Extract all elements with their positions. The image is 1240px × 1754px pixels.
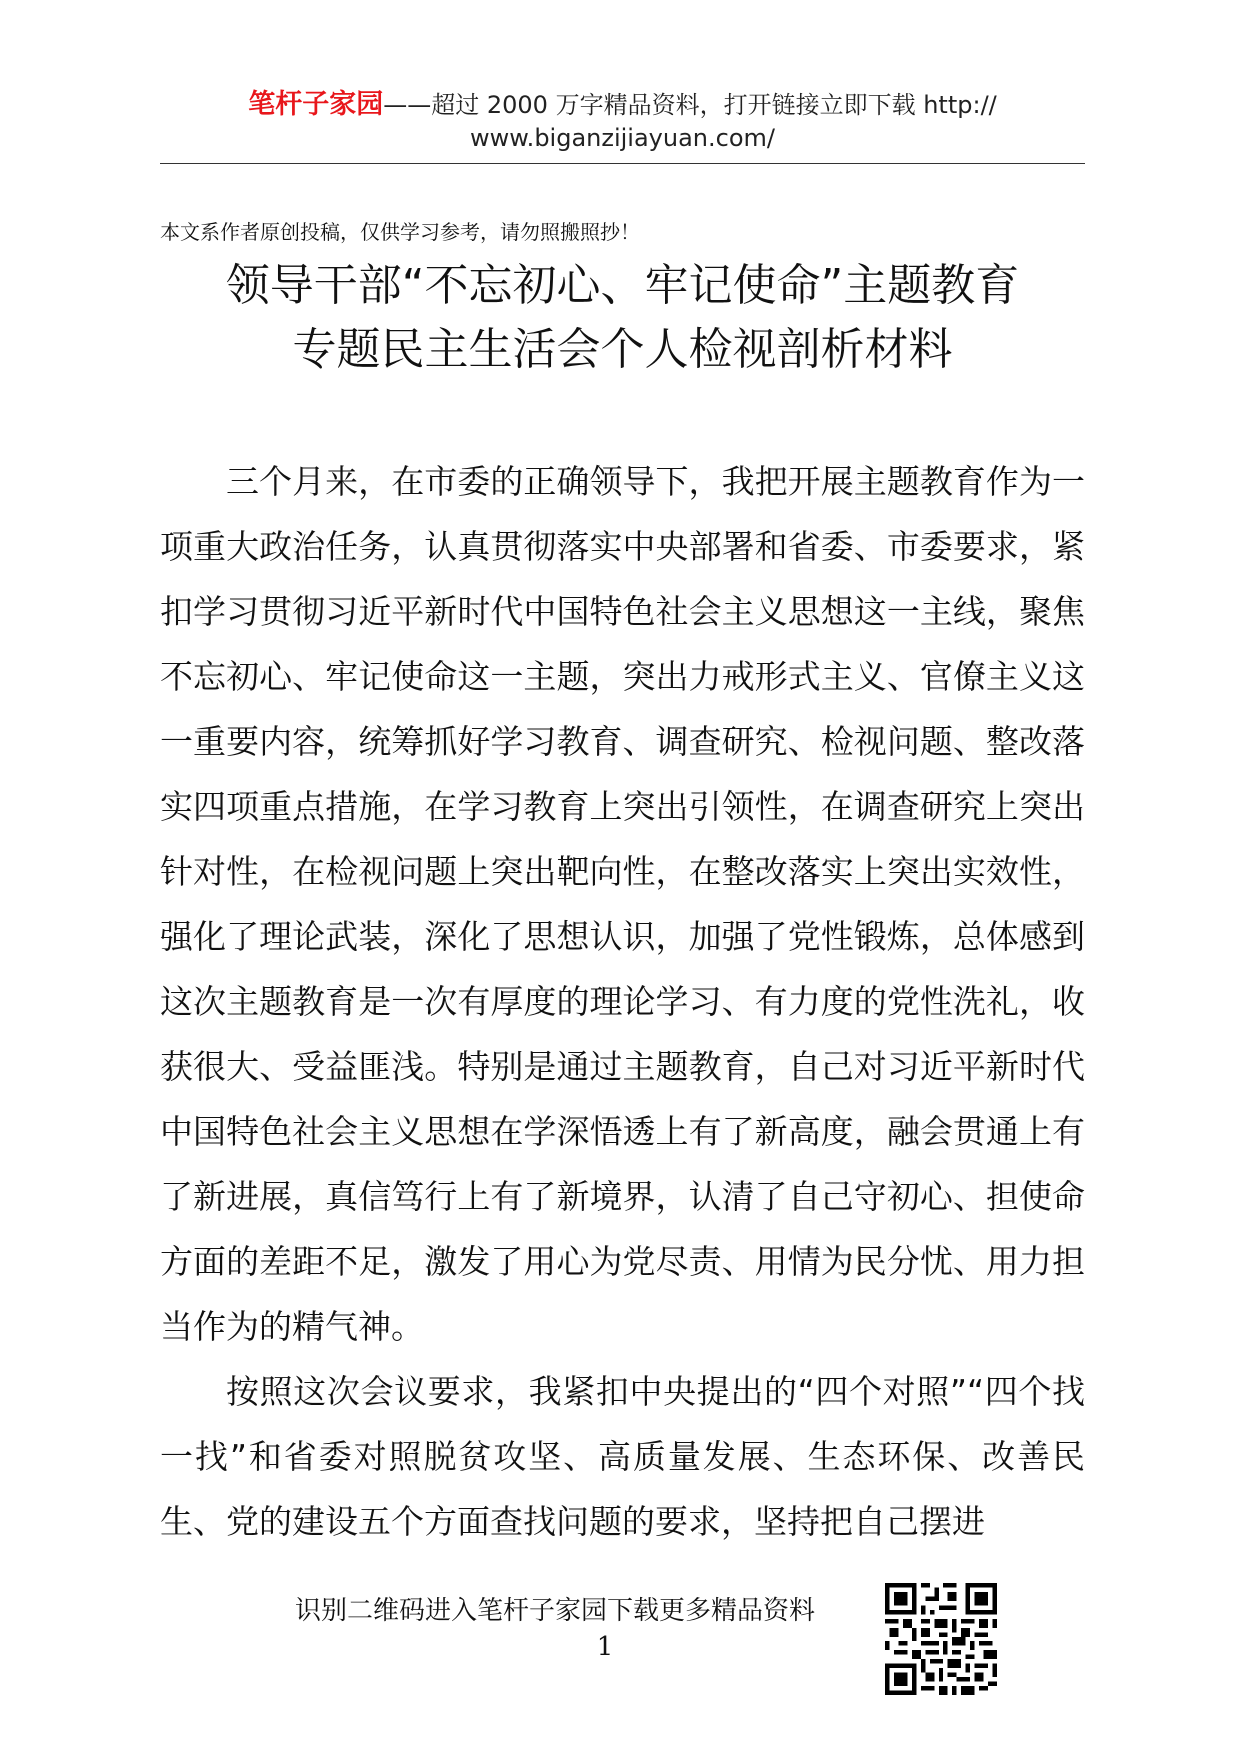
brand-name: 笔杆子家园 (248, 89, 384, 120)
footer-caption: 识别二维码进入笔杆子家园下载更多精品资料 (294, 1596, 815, 1626)
header-line-1 (160, 88, 1085, 122)
header-divider (160, 163, 1085, 164)
header-tagline: ——超过 2000 万字精品资料，打开链接立即下载 http:// (383, 91, 997, 119)
page-header (160, 88, 1085, 155)
body-paragraph: 按照这次会议要求，我紧扣中央提出的“四个对照”“四个找一找”和省委对照脱贫攻坚、高质量发展、生态环保、改善民生、党的建设五个方面查找问题的要求，坚持把自己摆进 (160, 1372, 1085, 1541)
page-number: 1 (596, 1632, 614, 1662)
title-line-1: 领导干部“不忘初心、牢记使命”主题教育 (225, 260, 1020, 311)
title-line-2: 专题民主生活会个人检视剖析材料 (292, 324, 953, 375)
header-url[interactable]: www.biganzijiayuan.com/ (470, 124, 775, 152)
document-title (160, 254, 1085, 382)
copyright-notice: 本文系作者原创投稿，仅供学习参考，请勿照搬照抄！ (160, 220, 640, 244)
qr-code-icon[interactable] (885, 1583, 997, 1695)
document-body (160, 449, 1085, 1554)
body-paragraph: 三个月来，在市委的正确领导下，我把开展主题教育作为一项重大政治任务，认真贯彻落实中央部署和省委、市委要求，紧扣学习贯彻习近平新时代中国特色社会主义思想这一主线，聚焦不忘初心、牢记使命这一主题，突出力戒形式主义、官僚主义这一重要内容，统筹抓好学习教育、调查研究、检视问题、整改落实四项重点措施，在学习教育上突出引领性，在调查研究上突出针对性，在检视问题上突出靶向性，在整改落实上突出实效性，强化了理论武装，深化了思想认识，加强了党性锻炼，总体感到这次主题教育是一次有厚度的理论学习、有力度的党性洗礼，收获很大、受益匪浅。特别是通过主题教育，自己对习近平新时代中国特色社会主义思想在学深悟透上有了新高度，融会贯通上有了新进展，真信笃行上有了新境界，认清了自己守初心、担使命方面的差距不足，激发了用心为党尽责、用情为民分忧、用力担当作为的精气神。 (160, 462, 1085, 1346)
